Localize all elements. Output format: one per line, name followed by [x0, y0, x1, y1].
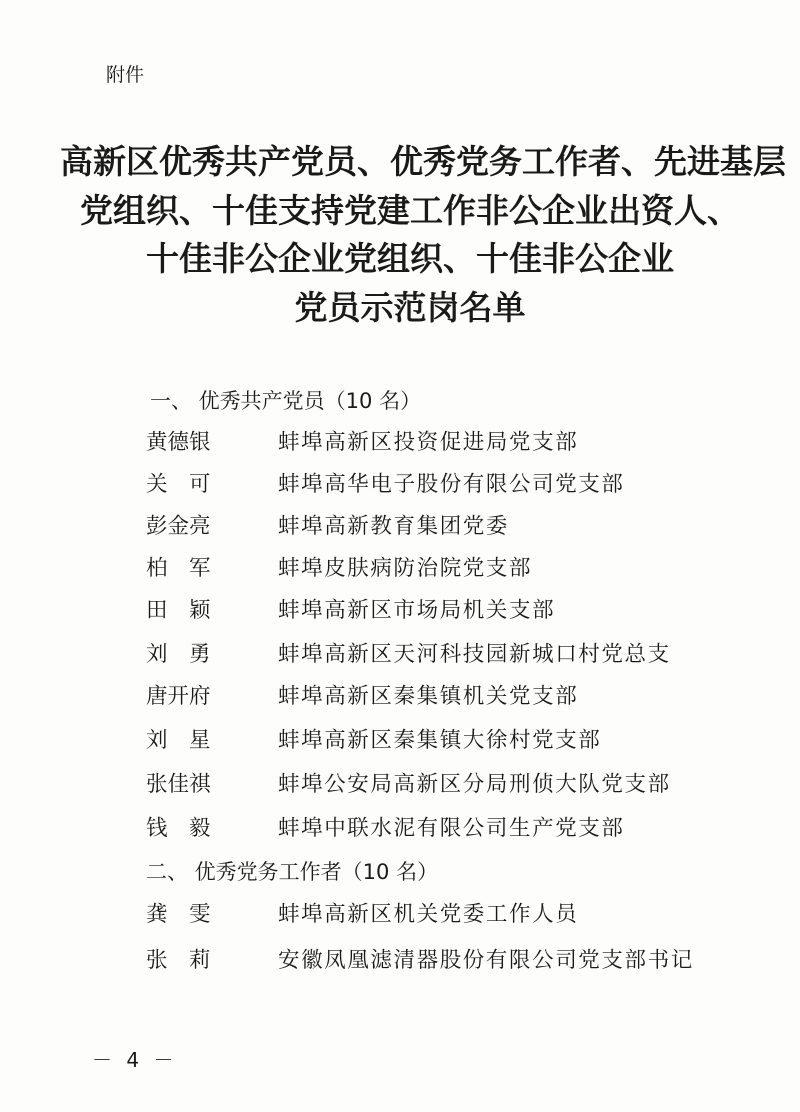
- title-line: 十佳非公企业党组织、十佳非公企业: [146, 239, 674, 278]
- title-line: 高新区优秀共产党员、优秀党务工作者、先进基层: [60, 142, 786, 181]
- organization: 蚌埠高华电子股份有限公司党支部: [278, 472, 625, 497]
- organization: 蚌埠高新区市场局机关支部: [278, 598, 556, 623]
- organization: 蚌埠公安局高新区分局刑侦大队党支部: [278, 772, 671, 797]
- person-name: 唐开府: [146, 684, 211, 709]
- person-name: 张 莉: [146, 948, 211, 973]
- section-heading-2: 二、 优秀党务工作者（10 名）: [146, 860, 439, 884]
- page-number: － 4 －: [92, 1048, 178, 1072]
- organization: 安徽凤凰滤清器股份有限公司党支部书记: [278, 948, 694, 973]
- organization: 蚌埠皮肤病防治院党支部: [278, 556, 533, 581]
- organization: 蚌埠中联水泥有限公司生产党支部: [278, 816, 625, 841]
- person-name: 龚 雯: [146, 902, 211, 927]
- organization: 蚌埠高新教育集团党委: [278, 514, 510, 539]
- organization: 蚌埠高新区机关党委工作人员: [278, 902, 579, 927]
- attachment-label: 附件: [106, 64, 145, 86]
- person-name: 钱 毅: [146, 816, 211, 841]
- person-name: 柏 军: [146, 556, 211, 581]
- organization: 蚌埠高新区秦集镇机关党支部: [278, 684, 579, 709]
- person-name: 刘 星: [146, 728, 211, 753]
- person-name: 刘 勇: [146, 642, 211, 667]
- person-name: 张佳祺: [146, 772, 211, 797]
- organization: 蚌埠高新区秦集镇大徐村党支部: [278, 728, 602, 753]
- organization: 蚌埠高新区天河科技园新城口村党总支: [278, 642, 671, 667]
- person-name: 关 可: [146, 472, 211, 497]
- person-name: 田 颖: [146, 598, 211, 623]
- document-title: [60, 138, 786, 332]
- title-line: 党员示范岗名单: [294, 287, 526, 327]
- person-name: 黄德银: [146, 430, 211, 455]
- person-name: 彭金亮: [146, 514, 211, 539]
- title-line: 党组织、十佳支持党建工作非公企业出资人、: [80, 190, 740, 230]
- section-heading-1: 一、 优秀共产党员（10 名）: [150, 389, 422, 413]
- organization: 蚌埠高新区投资促进局党支部: [278, 430, 579, 455]
